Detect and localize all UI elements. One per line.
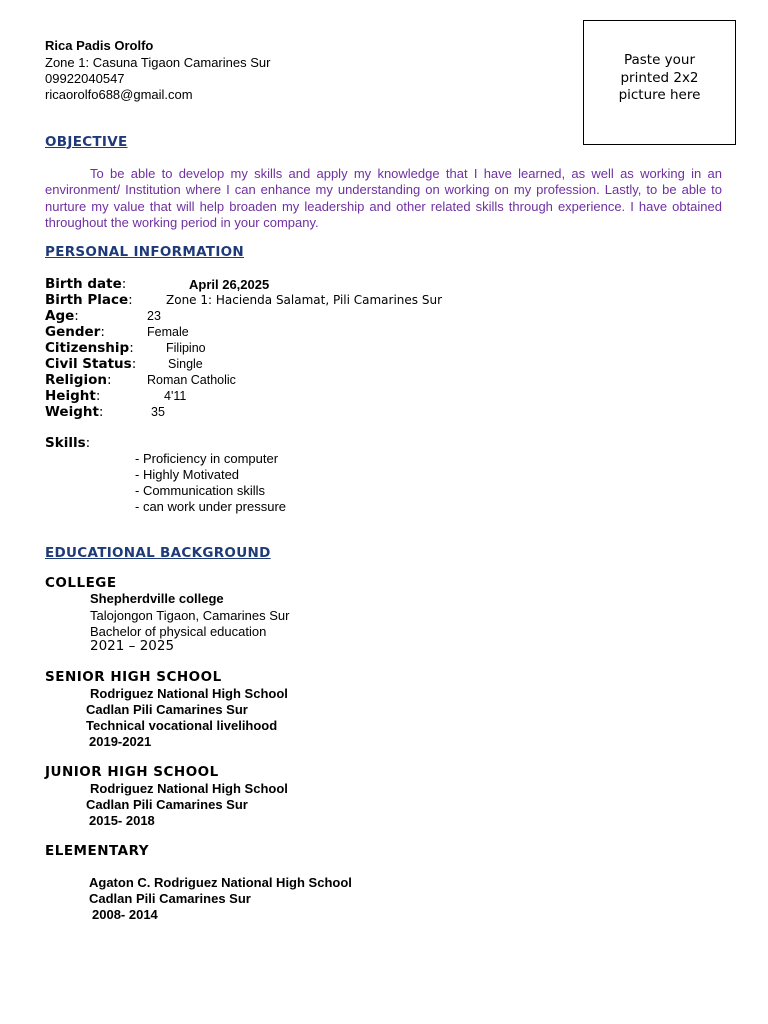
skill-item: - can work under pressure bbox=[135, 499, 287, 514]
gender-label: Gender: bbox=[45, 324, 105, 340]
college-title: COLLEGE bbox=[45, 575, 117, 591]
college-school-name: Shepherdville college bbox=[90, 591, 224, 606]
applicant-name: Rica Padis Orolfo bbox=[45, 38, 154, 53]
age-label: Age: bbox=[45, 308, 79, 324]
photo-placeholder-box bbox=[583, 20, 736, 145]
skills-label: Skills: bbox=[45, 435, 91, 451]
skill-item: - Communication skills bbox=[135, 483, 266, 498]
objective-heading: OBJECTIVE bbox=[45, 134, 128, 150]
birth-date-value: April 26,2025 bbox=[189, 277, 270, 292]
birth-place-value: Zone 1: Hacienda Salamat, Pili Camarines Sur bbox=[166, 293, 443, 307]
elementary-address: Cadlan Pili Camarines Sur bbox=[89, 891, 251, 906]
junior-high-title: JUNIOR HIGH SCHOOL bbox=[45, 764, 219, 780]
birth-date-label: Birth date: bbox=[45, 276, 127, 292]
skill-item: - Proficiency in computer bbox=[135, 451, 279, 466]
religion-value: Roman Catholic bbox=[147, 373, 236, 387]
elementary-school-name: Agaton C. Rodriguez National High School bbox=[89, 875, 352, 890]
elementary-title: ELEMENTARY bbox=[45, 843, 150, 859]
elementary-years: 2008- 2014 bbox=[92, 907, 158, 922]
weight-label: Weight: bbox=[45, 404, 104, 420]
gender-value: Female bbox=[147, 325, 189, 339]
civil-status-value: Single bbox=[168, 357, 203, 371]
email-address: ricaorolfo688@gmail.com bbox=[45, 87, 193, 102]
address-line: Zone 1: Casuna Tigaon Camarines Sur bbox=[45, 55, 271, 70]
junior-high-address: Cadlan Pili Camarines Sur bbox=[86, 797, 248, 812]
religion-label: Religion: bbox=[45, 372, 112, 388]
skill-item: - Highly Motivated bbox=[135, 467, 240, 482]
personal-info-heading: PERSONAL INFORMATION bbox=[45, 244, 245, 260]
objective-paragraph: To be able to develop my skills and apply my knowledge that I have learned, as well as working in an environment/ Institution where I can enhance my understanding on working on my profession. Lastly, to be able to nurture my value that will help broaden my leadership and other related skills through experience. I have obtained throughout the working period in your company. bbox=[45, 166, 722, 230]
college-address: Talojongon Tigaon, Camarines Sur bbox=[90, 608, 290, 623]
college-course: Bachelor of physical education bbox=[90, 624, 267, 639]
height-value: 4'11 bbox=[164, 389, 187, 403]
photo-placeholder-text: Paste your printed 2x2 picture here bbox=[618, 52, 701, 103]
height-label: Height: bbox=[45, 388, 101, 404]
senior-high-school-name: Rodriguez National High School bbox=[90, 686, 288, 701]
junior-high-school-name: Rodriguez National High School bbox=[90, 781, 288, 796]
senior-high-strand: Technical vocational livelihood bbox=[86, 718, 278, 733]
education-heading: EDUCATIONAL BACKGROUND bbox=[45, 545, 271, 561]
phone-number: 09922040547 bbox=[45, 71, 125, 86]
weight-value: 35 bbox=[151, 405, 165, 419]
age-value: 23 bbox=[147, 309, 161, 323]
citizenship-label: Citizenship: bbox=[45, 340, 134, 356]
senior-high-address: Cadlan Pili Camarines Sur bbox=[86, 702, 248, 717]
college-years: 2021 – 2025 bbox=[90, 638, 175, 654]
senior-high-title: SENIOR HIGH SCHOOL bbox=[45, 669, 222, 685]
junior-high-years: 2015- 2018 bbox=[89, 813, 155, 828]
birth-place-label: Birth Place: bbox=[45, 292, 133, 308]
civil-status-label: Civil Status: bbox=[45, 356, 137, 372]
senior-high-years: 2019-2021 bbox=[89, 734, 152, 749]
citizenship-value: Filipino bbox=[166, 341, 206, 355]
